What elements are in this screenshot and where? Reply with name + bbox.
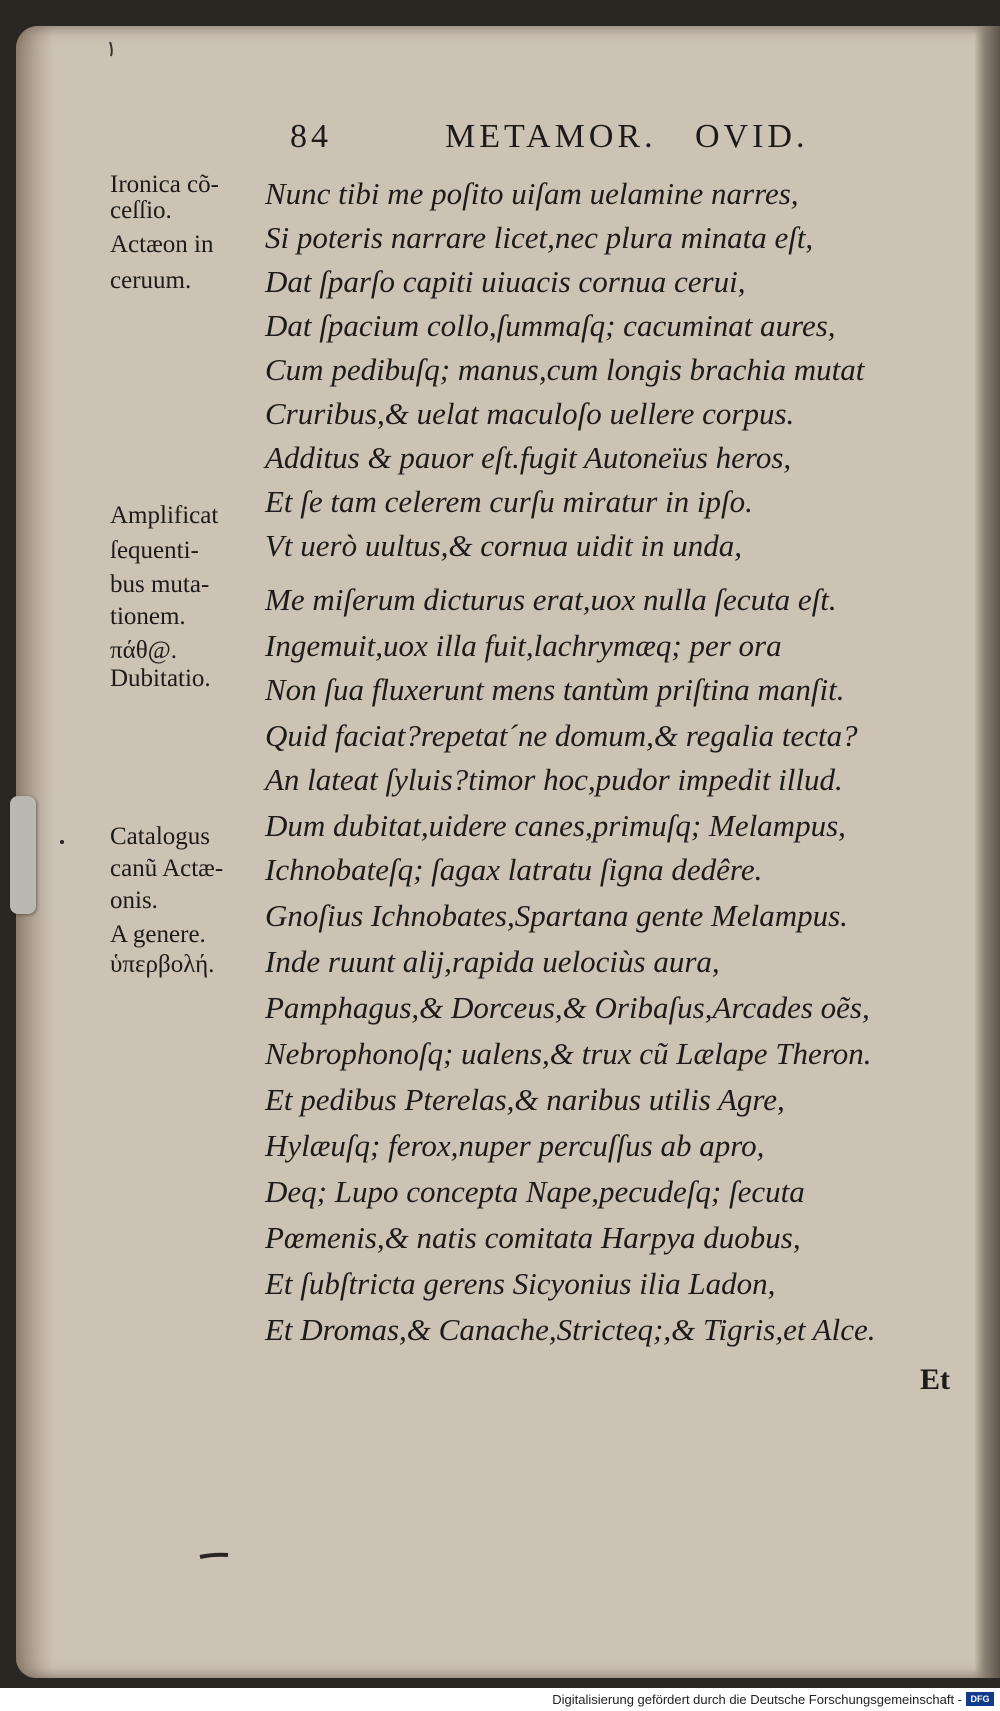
verse-line: Nebrophonoſq; ualens,& trux cũ Lælape Theron. — [265, 1036, 872, 1071]
digitization-footer — [0, 1688, 1000, 1711]
verse-line: Gnoſius Ichnobates,Spartana gente Melampus. — [265, 898, 848, 933]
margin-note: ὑπερβολή. — [110, 951, 215, 978]
dfg-logo: DFG — [966, 1692, 994, 1706]
verse-line: Dat ſparſo capiti uiuacis cornua cerui, — [265, 264, 746, 299]
running-header — [290, 118, 860, 162]
verse-line: Dat ſpacium collo,ſummaſq; cacuminat aures, — [265, 308, 836, 343]
margin-note: πάθ@. — [110, 637, 177, 664]
verse-line: Quid faciat?repetat´ne domum,& regalia tecta? — [265, 718, 858, 753]
verse-line: Et Dromas,& Canache,Stricteq;,& Tigris,et Alce. — [265, 1312, 876, 1347]
running-title-ovid: OVID. — [695, 118, 809, 155]
verse-line: Ingemuit,uox illa fuit,lachrymæq; per ora — [265, 628, 782, 663]
margin-note: bus muta- — [110, 571, 210, 598]
margin-note: A genere. — [110, 921, 206, 948]
margin-note: Catalogus — [110, 823, 210, 850]
catchword: Et — [920, 1363, 950, 1396]
margin-note: Actæon in — [110, 231, 214, 258]
verse-line: Et pedibus Pterelas,& naribus utilis Agre, — [265, 1082, 785, 1117]
margin-note: Amplificat — [110, 502, 219, 529]
running-title-metamor: METAMOR. — [445, 118, 657, 155]
margin-note: Ironica cõ- — [110, 171, 219, 198]
speck-margin — [60, 840, 64, 844]
verse-line: Nunc tibi me poſito uiſam uelamine narres, — [265, 176, 799, 211]
verse-line: Inde ruunt alij,rapida uelociùs aura, — [265, 944, 720, 979]
verse-line: Pœmenis,& natis comitata Harpya duobus, — [265, 1220, 801, 1255]
page-number: 84 — [290, 118, 332, 155]
margin-note: canũ Actæ- — [110, 855, 224, 882]
funding-credit: Digitalisierung gefördert durch die Deutsche Forschungsgemeinschaft - — [552, 1692, 962, 1707]
verse-line: Non ſua fluxerunt mens tantùm priſtina manſit. — [265, 672, 845, 707]
speck-bottom — [200, 1555, 228, 1557]
verse-line: Me miſerum dicturus erat,uox nulla ſecuta eſt. — [265, 582, 837, 617]
margin-note: ceſſio. — [110, 197, 172, 224]
verse-line: Et ſubſtricta gerens Sicyonius ilia Ladon, — [265, 1266, 776, 1301]
verse-line: Deq; Lupo concepta Nape,pecudeſq; ſecuta — [265, 1174, 805, 1209]
verse-line: Hylæuſq; ferox,nuper percuſſus ab apro, — [265, 1128, 765, 1163]
margin-note: tionem. — [110, 603, 186, 630]
margin-note: onis. — [110, 887, 158, 914]
verse-line: Cum pedibuſq; manus,cum longis brachia mutat — [265, 352, 865, 387]
verse-line: An lateat ſyluis?timor hoc,pudor impedit illud. — [265, 762, 843, 797]
margin-note: ſequenti- — [110, 537, 199, 564]
verse-line: Cruribus,& uelat maculoſo uellere corpus. — [265, 396, 795, 431]
verse-line: Pamphagus,& Dorceus,& Oribaſus,Arcades oẽs, — [265, 990, 870, 1025]
verse-line: Vt uerò uultus,& cornua uidit in unda, — [265, 528, 743, 563]
margin-note: Dubitatio. — [110, 665, 211, 692]
verse-line: Et ſe tam celerem curſu miratur in ipſo. — [265, 484, 753, 519]
verse-line: Si poteris narrare licet,nec plura minata eſt, — [265, 220, 814, 255]
margin-note: ceruum. — [110, 267, 192, 294]
verse-line: Dum dubitat,uidere canes,primuſq; Melampus, — [265, 808, 846, 843]
speck-top — [110, 42, 112, 56]
verse-line: Additus & pauor eſt.fugit Autoneïus heros, — [265, 440, 792, 475]
verse-line: Ichnobateſq; ſagax latratu ſigna dedêre. — [265, 852, 763, 887]
